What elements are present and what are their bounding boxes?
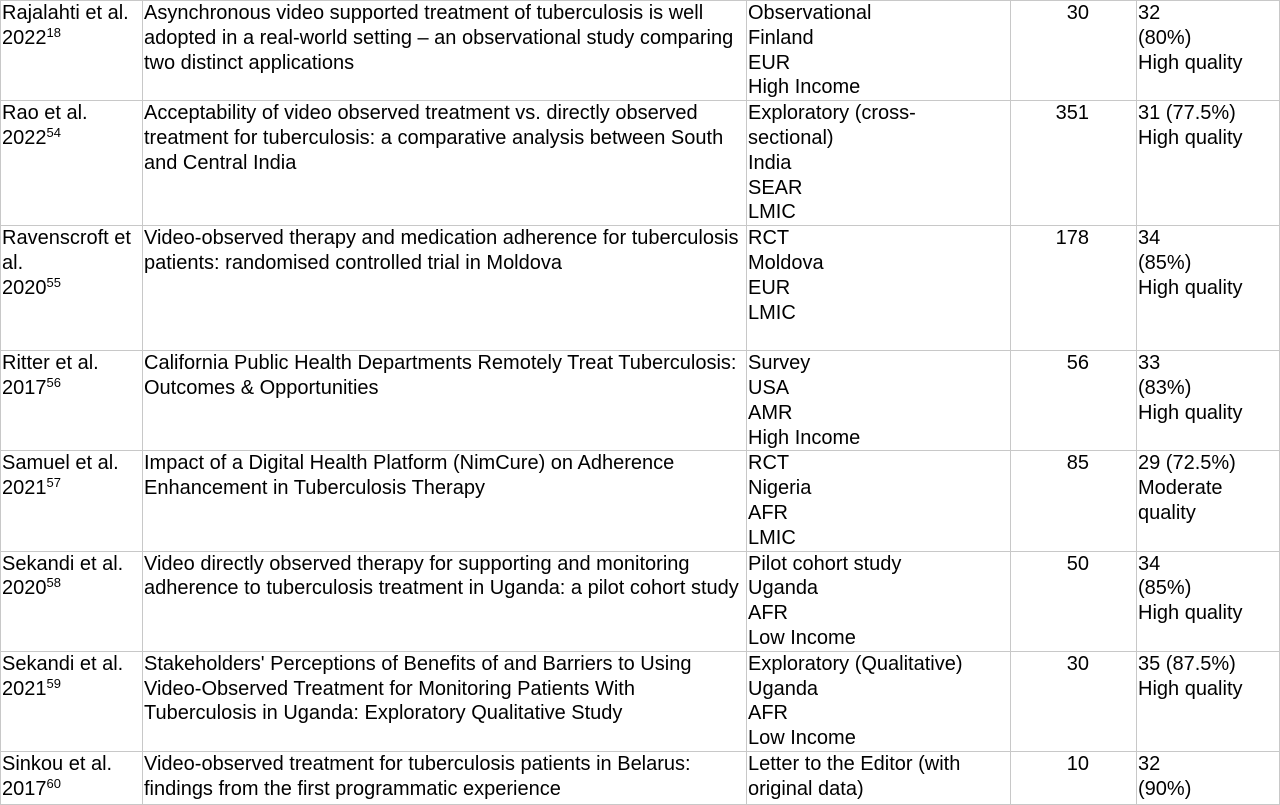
design-line: Low Income <box>748 727 856 750</box>
quality-line: (85%) <box>1138 251 1192 274</box>
quality-line: (80%) <box>1138 26 1192 49</box>
quality-line: 35 (87.5%) <box>1138 652 1236 675</box>
quality-line: 34 <box>1138 552 1161 575</box>
reference-number: 58 <box>46 575 61 591</box>
title-cell <box>143 351 747 451</box>
design-cell <box>747 751 1011 804</box>
design-line: Exploratory (Qualitative) <box>748 652 963 675</box>
quality-line: quality <box>1138 501 1196 524</box>
design-line: Low Income <box>748 626 856 649</box>
quality-line: High quality <box>1138 602 1243 625</box>
author-line: Samuel et al. <box>2 452 119 475</box>
sample-size-cell <box>1011 651 1137 751</box>
quality-line: High quality <box>1138 276 1243 299</box>
sample-size: 351 <box>1055 102 1089 125</box>
author-line: Rao et al. <box>2 102 88 125</box>
study-title: Video directly observed therapy for supporting and monitoring adherence to tuberculosis treatment in Uganda: a pilot cohort study <box>144 552 739 600</box>
reference-number: 55 <box>46 274 61 290</box>
design-line: Uganda <box>748 677 819 700</box>
design-line: High Income <box>748 76 861 99</box>
author-cell <box>1 351 143 451</box>
sample-size-cell <box>1011 226 1137 351</box>
author-line: 2021$^{59}$ <box>2 675 61 700</box>
sample-size: 50 <box>1066 552 1089 575</box>
design-line: India <box>748 151 792 174</box>
design-line: Moldova <box>748 251 824 274</box>
quality-line: (85%) <box>1138 577 1192 600</box>
author-line: Sekandi et al. <box>2 552 124 575</box>
quality-cell <box>1137 226 1280 351</box>
design-line: Exploratory (cross- <box>748 102 916 125</box>
author-line: Sinkou et al. <box>2 752 113 775</box>
study-title: Video-observed therapy and medication adherence for tuberculosis patients: randomised controlled trial in Moldova <box>144 227 739 274</box>
reference-number: 60 <box>46 775 61 791</box>
study-title: Video-observed treatment for tuberculosis patients in Belarus: findings from the first programmatic experience <box>144 752 691 800</box>
study-title: Asynchronous video supported treatment of tuberculosis is well adopted in a real-world setting – an observational study comparing two distinct applications <box>144 2 734 74</box>
design-line: Finland <box>748 26 814 49</box>
design-cell <box>747 1 1011 101</box>
design-line: AMR <box>748 401 793 424</box>
design-line: EUR <box>748 276 791 299</box>
sample-size-cell <box>1011 101 1137 226</box>
study-title: Acceptability of video observed treatment vs. directly observed treatment for tuberculosis: a comparative analysis between South and Central India <box>144 102 724 174</box>
table-row <box>1 1 1280 101</box>
quality-line: 32 <box>1138 752 1161 775</box>
author-line: 2020$^{55}$ <box>2 274 61 299</box>
design-line: original data) <box>748 777 864 800</box>
quality-line: 31 (77.5%) <box>1138 102 1236 125</box>
quality-cell <box>1137 551 1280 651</box>
author-line: 2017$^{60}$ <box>2 775 61 800</box>
sample-size-cell <box>1011 351 1137 451</box>
design-line: RCT <box>748 452 790 475</box>
quality-cell <box>1137 1 1280 101</box>
study-title: California Public Health Departments Remotely Treat Tuberculosis: Outcomes & Opportunities <box>144 352 737 399</box>
title-cell <box>143 1 747 101</box>
design-line: Uganda <box>748 577 819 600</box>
quality-line: 29 (72.5%) <box>1138 452 1236 475</box>
design-line: Letter to the Editor (with <box>748 752 961 775</box>
design-cell <box>747 651 1011 751</box>
reference-number: 18 <box>46 24 61 40</box>
design-line: Survey <box>748 352 811 375</box>
quality-line: 33 <box>1138 352 1161 375</box>
quality-line: (90%) <box>1138 777 1192 800</box>
reference-number: 57 <box>46 475 61 491</box>
author-line: 2022$^{54}$ <box>2 124 61 149</box>
author-line: 2021$^{57}$ <box>2 475 61 500</box>
author-line: 2022$^{18}$ <box>2 24 61 49</box>
quality-cell <box>1137 351 1280 451</box>
title-cell <box>143 101 747 226</box>
design-line: sectional) <box>748 126 834 149</box>
author-line: al. <box>2 251 24 274</box>
title-cell <box>143 751 747 804</box>
quality-line: Moderate <box>1138 477 1223 500</box>
sample-size-cell <box>1011 551 1137 651</box>
design-line: RCT <box>748 227 790 250</box>
quality-line: 34 <box>1138 227 1161 250</box>
design-line: AFR <box>748 501 788 524</box>
quality-line: High quality <box>1138 126 1243 149</box>
quality-cell <box>1137 751 1280 804</box>
title-cell <box>143 226 747 351</box>
author-line: 2020$^{58}$ <box>2 575 61 600</box>
quality-line: (83%) <box>1138 376 1192 399</box>
title-cell <box>143 651 747 751</box>
author-cell <box>1 101 143 226</box>
table-row <box>1 451 1280 551</box>
sample-size: 10 <box>1066 752 1089 775</box>
design-cell <box>747 551 1011 651</box>
sample-size: 56 <box>1066 352 1089 375</box>
quality-cell <box>1137 651 1280 751</box>
studies-table-body <box>1 1 1280 805</box>
author-line: Ritter et al. <box>2 352 99 375</box>
sample-size-cell <box>1011 751 1137 804</box>
table-row <box>1 226 1280 351</box>
reference-number: 54 <box>46 124 61 140</box>
table-row <box>1 751 1280 804</box>
design-line: AFR <box>748 702 788 725</box>
author-cell <box>1 451 143 551</box>
author-line: 2017$^{56}$ <box>2 374 61 399</box>
design-line: AFR <box>748 602 788 625</box>
design-line: High Income <box>748 426 861 449</box>
table-row <box>1 551 1280 651</box>
design-line: USA <box>748 376 790 399</box>
sample-size-cell <box>1011 1 1137 101</box>
sample-size: 85 <box>1066 452 1089 475</box>
design-line: EUR <box>748 51 791 74</box>
table-row <box>1 101 1280 226</box>
quality-line: 32 <box>1138 2 1161 24</box>
quality-line: High quality <box>1138 677 1243 700</box>
table-row <box>1 651 1280 751</box>
design-cell <box>747 226 1011 351</box>
title-cell <box>143 451 747 551</box>
author-cell <box>1 551 143 651</box>
title-cell <box>143 551 747 651</box>
study-title: Stakeholders' Perceptions of Benefits of and Barriers to Using Video-Observed Treatment for Monitoring Patients With Tuberculosis in Uganda: Exploratory Qualitative Study <box>144 652 692 725</box>
reference-number: 59 <box>46 675 61 691</box>
design-line: SEAR <box>748 176 803 199</box>
author-cell <box>1 1 143 101</box>
study-title: Impact of a Digital Health Platform (NimCure) on Adherence Enhancement in Tuberculosis Therapy <box>144 452 675 500</box>
quality-cell <box>1137 101 1280 226</box>
design-line: Observational <box>748 2 872 24</box>
author-cell <box>1 226 143 351</box>
sample-size: 30 <box>1066 2 1089 24</box>
design-line: Nigeria <box>748 477 812 500</box>
design-line: LMIC <box>748 201 796 224</box>
author-line: Sekandi et al. <box>2 652 124 675</box>
design-cell <box>747 451 1011 551</box>
sample-size: 178 <box>1055 227 1089 250</box>
sample-size-cell <box>1011 451 1137 551</box>
author-line: Rajalahti et al. <box>2 2 129 24</box>
design-cell <box>747 101 1011 226</box>
design-line: LMIC <box>748 526 796 549</box>
author-cell <box>1 651 143 751</box>
table-row <box>1 351 1280 451</box>
reference-number: 56 <box>46 374 61 390</box>
quality-line: High quality <box>1138 51 1243 74</box>
design-line: LMIC <box>748 301 796 324</box>
design-line: Pilot cohort study <box>748 552 902 575</box>
design-cell <box>747 351 1011 451</box>
author-cell <box>1 751 143 804</box>
quality-line: High quality <box>1138 401 1243 424</box>
sample-size: 30 <box>1066 652 1089 675</box>
quality-cell <box>1137 451 1280 551</box>
author-line: Ravenscroft et <box>2 227 131 250</box>
